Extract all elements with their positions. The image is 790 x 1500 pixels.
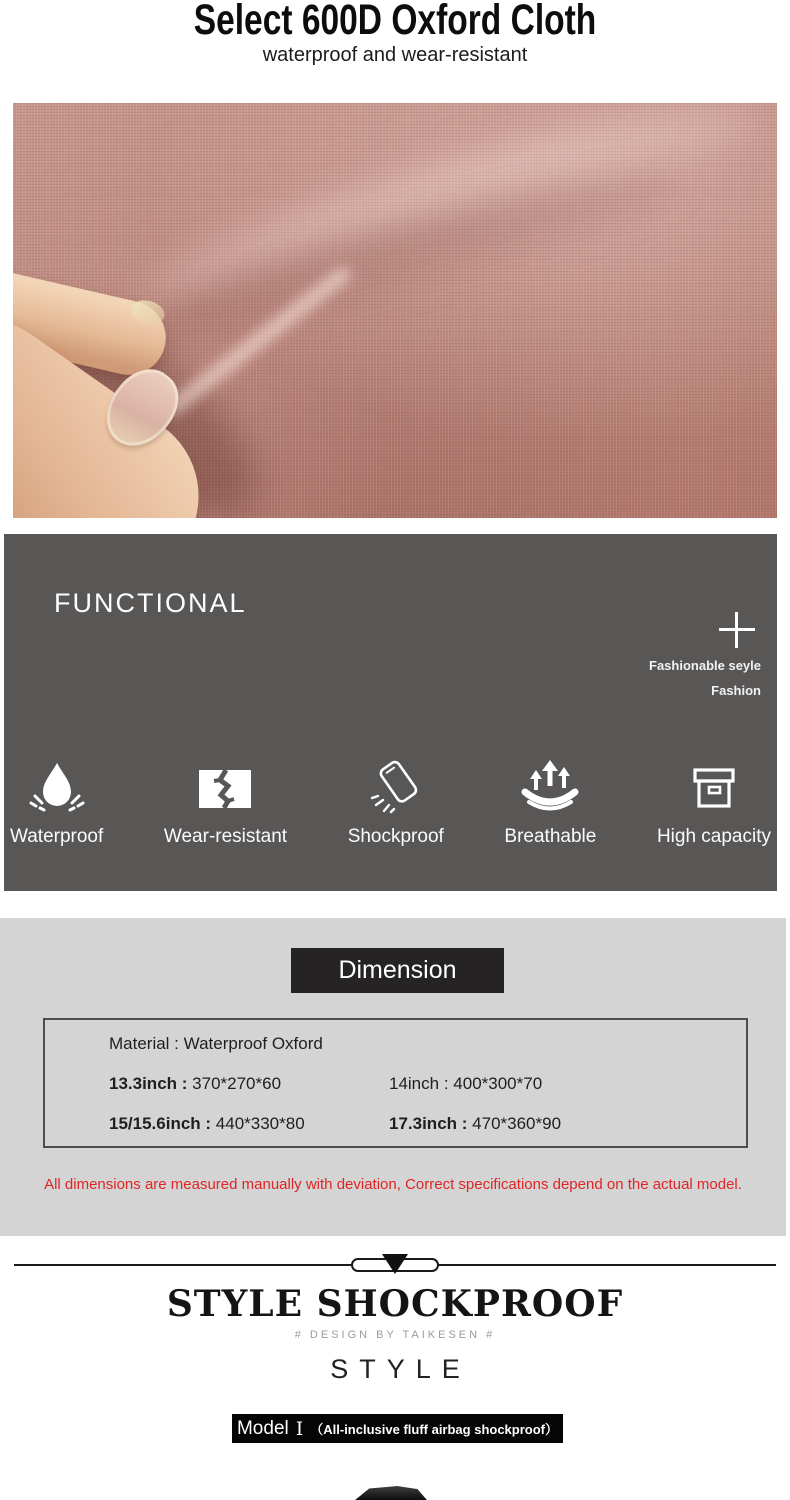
breathable-arrows-icon xyxy=(519,758,581,816)
model-description: （All-inclusive fluff airbag shockproof） xyxy=(310,1422,558,1437)
dimension-title-box xyxy=(291,948,504,993)
spec-15inch: 15/15.6inch : 440*330*80 xyxy=(109,1114,305,1133)
feature-breathable xyxy=(504,758,596,848)
design-by-line: # DESIGN BY TAIKESEN # xyxy=(294,1329,496,1341)
page-subtitle: waterproof and wear-resistant xyxy=(262,44,528,66)
feature-waterproof xyxy=(10,758,103,848)
functional-panel xyxy=(4,534,777,891)
feature-shockproof xyxy=(348,758,444,848)
style-shockproof-heading: STYLE SHOCKPROOF xyxy=(166,1283,624,1325)
model-numeral: Ⅰ xyxy=(295,1417,304,1440)
dimension-spec-table xyxy=(43,1018,748,1148)
shockproof-phone-icon xyxy=(364,758,428,816)
feature-row xyxy=(4,758,777,848)
feature-label: Waterproof xyxy=(10,826,104,847)
waterproof-drop-icon xyxy=(26,758,88,816)
tagline-fashionable: Fashionable seyle xyxy=(649,658,761,673)
dimension-disclaimer: All dimensions are measured manually with deviation, Correct specifications depend on the actual model. xyxy=(44,1176,742,1193)
feature-label: Shockproof xyxy=(347,826,444,847)
plus-icon xyxy=(719,612,755,648)
model-label: Model xyxy=(236,1417,289,1439)
style-subheading: STYLE xyxy=(330,1354,471,1384)
spec-17inch: 17.3inch : 470*360*90 xyxy=(389,1114,562,1133)
model-label-box xyxy=(232,1414,563,1443)
dimension-section xyxy=(0,918,786,1236)
tagline-fashion: Fashion xyxy=(711,683,761,698)
feature-label: High capacity xyxy=(656,826,771,847)
feature-label: Wear-resistant xyxy=(163,826,288,847)
spec-13inch: 13.3inch : 370*270*60 xyxy=(109,1074,282,1093)
spec-material: Material : Waterproof Oxford xyxy=(109,1034,323,1053)
wear-resistant-crack-icon xyxy=(195,758,255,816)
bag-product-photo-top xyxy=(352,1486,430,1500)
feature-label: Breathable xyxy=(504,826,597,847)
high-capacity-box-icon xyxy=(684,758,744,816)
fabric-photo xyxy=(13,103,777,518)
spec-14inch: 14inch : 400*300*70 xyxy=(389,1074,543,1093)
feature-wear-resistant xyxy=(164,758,287,848)
page-title: Select 600D Oxford Cloth xyxy=(193,0,597,44)
feature-high-capacity xyxy=(657,758,771,848)
dimension-title: Dimension xyxy=(338,956,457,984)
functional-heading: FUNCTIONAL xyxy=(54,588,247,618)
